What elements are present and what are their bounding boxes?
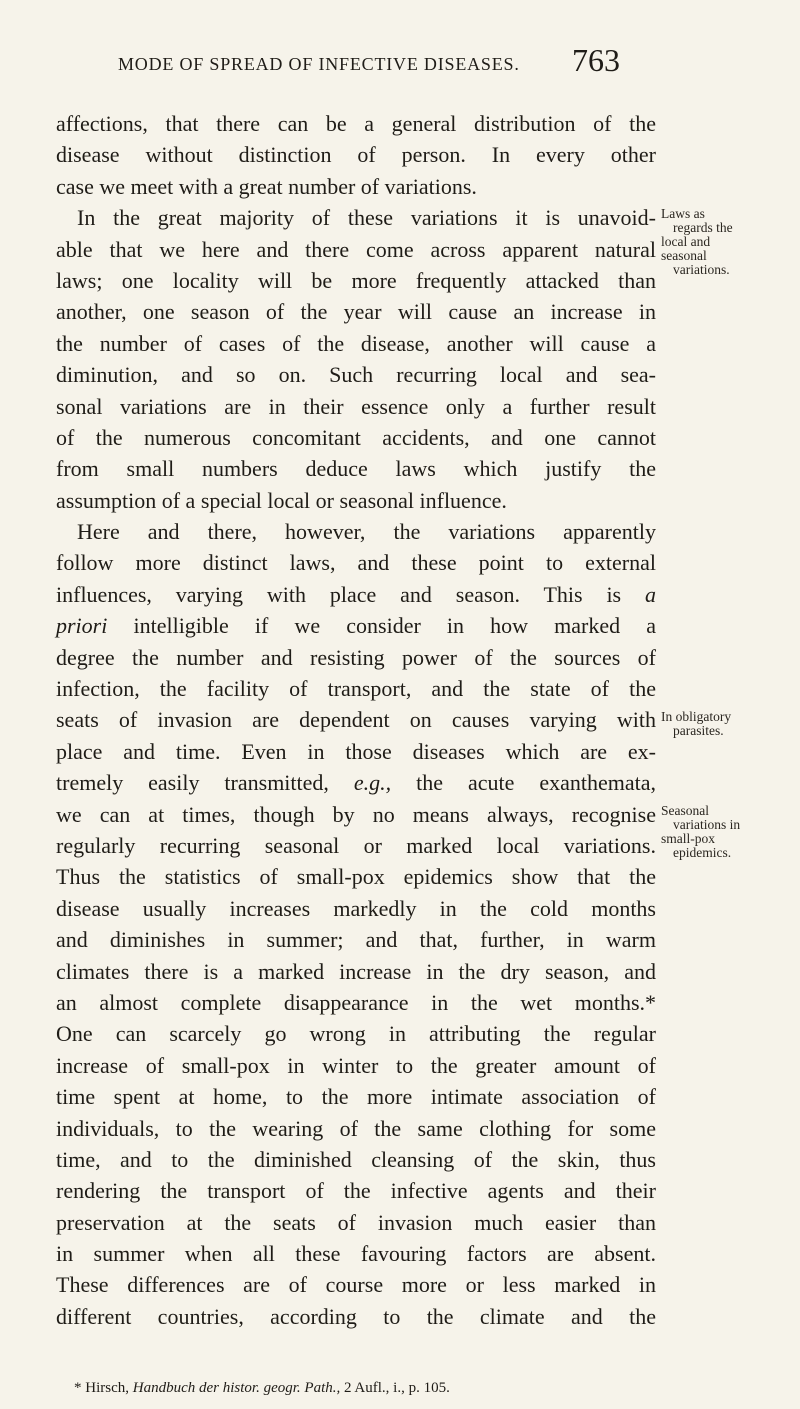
body-line: Thus the statistics of small-pox epidemics show that the [56,864,656,890]
body-line: from small numbers deduce laws which justify the [56,456,656,482]
body-line: of the numerous concomitant accidents, and one cannot [56,424,656,450]
body-line: diminution, and so on. Such recurring local and sea- [56,362,656,388]
running-head-title: MODE OF SPREAD OF INFECTIVE DISEASES. [118,54,520,74]
italic-a: a [645,581,657,607]
body-line: the number of cases of the disease, another will cause a [56,330,656,356]
body-line: time, and to the diminished cleansing of the skin, thus [56,1146,656,1172]
italic-priori: priori [56,613,108,639]
body-line: rendering the transport of the infective agents and their [56,1178,656,1204]
body-line: climates there is a marked increase in the dry season, and [56,958,656,984]
body-line: infection, the facility of transport, and the state of the [56,676,656,702]
italic-eg: e.g., [353,770,392,796]
margin-note-line: In obligatory [661,709,732,724]
body-line: preservation at the seats of invasion much easier than [56,1209,656,1235]
body-line [56,579,656,610]
body-line [56,767,656,798]
body-line: individuals, to the wearing of the same clothing for some [56,1115,656,1141]
footnote-title: Handbuch der histor. geogr. Path., [132,1380,341,1396]
footnote [74,1380,694,1397]
margin-note-obligatory [661,710,800,738]
page-number: 763 [572,42,620,78]
body-line: disease without distinction of person. In every other [56,142,656,168]
body-line: follow more distinct laws, and these point to external [56,550,656,576]
body-line: able that we here and there come across apparent natural [56,236,656,262]
footnote-author: * Hirsch, [74,1380,129,1396]
margin-note-line: variations. [673,262,730,277]
body-line-text: influences, varying with place and season. This is [56,581,622,607]
body-line: One can scarcely go wrong in attributing the regular [56,1021,656,1047]
body-line: disease usually increases markedly in the cold months [56,895,656,921]
margin-note-line: local and [661,234,711,249]
margin-note-line: seasonal [661,248,707,263]
body-line: In the great majority of these variations it is unavoid- [77,205,656,231]
margin-note-line: small-pox [661,831,715,846]
body-line-text: tremely easily transmitted, [56,770,329,796]
margin-note-line: parasites. [673,723,724,738]
body-line: affections, that there can be a general distribution of the [56,111,656,136]
margin-note-line: epidemics. [673,845,732,860]
body-line [56,610,656,641]
body-line: in summer when all these favouring factors are absent. [56,1241,656,1267]
margin-note-line: variations in [673,817,741,832]
body-line: increase of small-pox in winter to the greater amount of [56,1052,656,1078]
body-line: sonal variations are in their essence only a further result [56,393,656,419]
footnote-citation: 2 Aufl., i., p. 105. [344,1380,450,1396]
body-line: place and time. Even in those diseases which are ex- [56,738,656,764]
body-line: and diminishes in summer; and that, further, in warm [56,927,656,953]
body-line: an almost complete disappearance in the wet months.* [56,989,656,1015]
margin-note-seasonal [661,804,800,860]
body-line: These differences are of course more or less marked in [56,1272,656,1298]
margin-note-line: Laws as [661,206,705,221]
body-line: degree the number and resisting power of the sources of [56,644,656,670]
body-line: different countries, according to the climate and the [56,1303,656,1329]
body-line: we can at times, though by no means always, recognise [56,801,656,827]
body-line: laws; one locality will be more frequently attacked than [56,267,656,293]
body-line: time spent at home, to the more intimate association of [56,1084,656,1110]
body-line-text: intelligible if we consider in how marked a [133,613,656,639]
margin-note-line: regards the [673,220,733,235]
body-line: regularly recurring seasonal or marked local variations. [56,832,656,858]
body-line: assumption of a special local or seasonal influence. [56,487,507,513]
body-line: seats of invasion are dependent on causes varying with [56,707,656,733]
body-line: Here and there, however, the variations apparently [77,519,656,545]
body-line-text: the acute exanthemata, [416,770,656,796]
body-text [56,108,656,1332]
body-line: case we meet with a great number of variations. [56,173,477,199]
margin-note-line: Seasonal [661,803,709,818]
margin-note-laws [661,207,800,277]
body-line: another, one season of the year will cause an increase in [56,299,656,325]
